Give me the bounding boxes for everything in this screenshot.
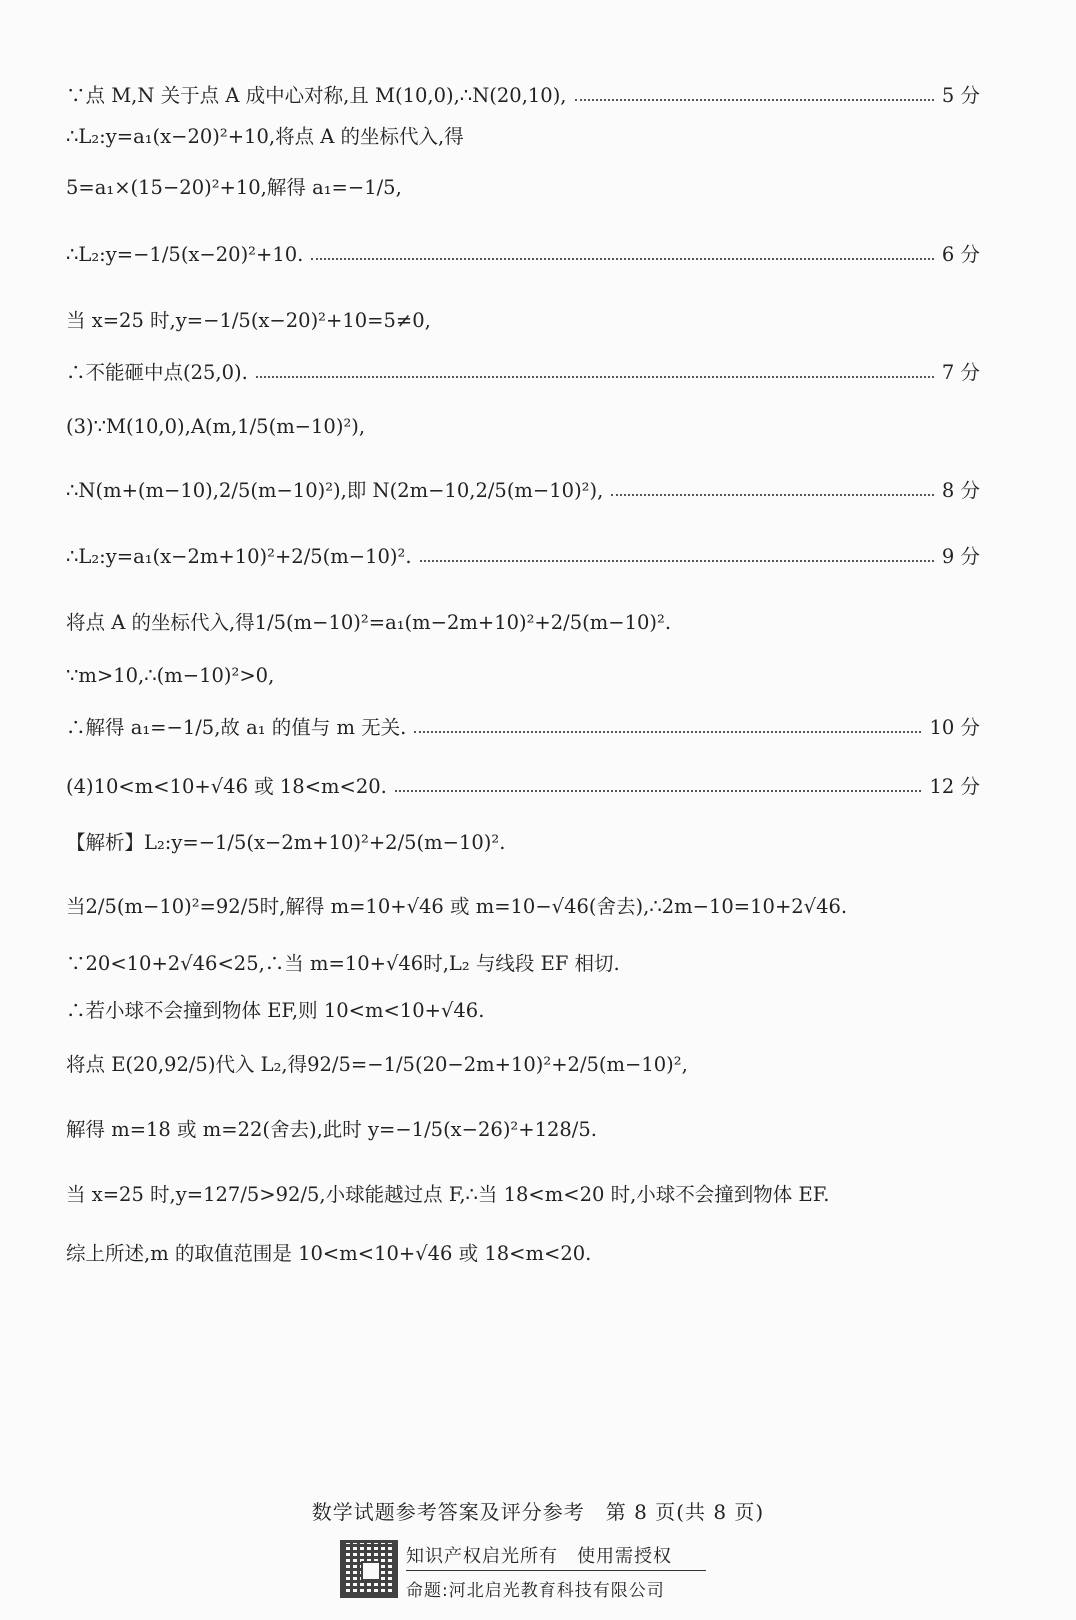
score-label: 10 分 (929, 716, 980, 739)
dotted-leader (420, 560, 934, 562)
solution-text: 当 x=25 时,y=−1/5(x−20)²+10=5≠0, (66, 309, 431, 332)
solution-text: ∴N(m+(m−10),2/5(m−10)²),即 N(2m−10,2/5(m−10)²), (66, 479, 604, 502)
divider (406, 1570, 706, 1571)
solution-line (66, 714, 980, 742)
solution-line (66, 413, 980, 441)
score-label: 9 分 (941, 545, 980, 568)
solution-text: 将点 E(20,92/5)代入 L₂,得92/5=−1/5(20−2m+10)²+2/5(m−10)², (66, 1053, 688, 1076)
solution-line (66, 1116, 980, 1144)
copyright-notice: 知识产权启光所有 使用需授权 (406, 1546, 672, 1567)
dotted-leader (311, 258, 934, 260)
dotted-leader (611, 494, 934, 496)
solution-line (66, 1240, 980, 1268)
solution-line (66, 123, 980, 151)
solution-text: ∴若小球不会撞到物体 EF,则 10<m<10+√46. (66, 999, 485, 1022)
score-label: 5 分 (941, 84, 980, 107)
solution-text: (4)10<m<10+√46 或 18<m<20. (66, 775, 387, 798)
solution-text: 解得 m=18 或 m=22(舍去),此时 y=−1/5(x−26)²+128/5. (66, 1118, 597, 1141)
solution-text: ∴L₂:y=a₁(x−2m+10)²+2/5(m−10)². (66, 545, 412, 568)
solution-line (66, 82, 980, 110)
solution-text: 当2/5(m−10)²=92/5时,解得 m=10+√46 或 m=10−√46(舍去),∴2m−10=10+2√46. (66, 895, 848, 918)
solution-line (66, 1181, 980, 1209)
solution-text: ∴不能砸中点(25,0). (66, 361, 248, 384)
score-label: 12 分 (929, 775, 980, 798)
dotted-leader (256, 376, 934, 378)
solution-line (66, 662, 980, 690)
solution-line (66, 773, 980, 801)
solution-line (66, 359, 980, 387)
publisher-notice: 命题:河北启光教育科技有限公司 (406, 1581, 665, 1601)
solution-text: ∴L₂:y=−1/5(x−20)²+10. (66, 243, 304, 266)
solution-line (66, 174, 980, 202)
solution-text: ∴L₂:y=a₁(x−20)²+10,将点 A 的坐标代入,得 (66, 125, 464, 148)
solution-text: ∵m>10,∴(m−10)²>0, (66, 664, 275, 687)
dotted-leader (575, 99, 934, 101)
solution-line (66, 543, 980, 571)
solution-text: 【解析】L₂:y=−1/5(x−2m+10)²+2/5(m−10)². (66, 831, 506, 854)
solution-line (66, 609, 980, 637)
copyright-stamp (340, 1540, 720, 1604)
solution-line (66, 307, 980, 335)
qr-code-icon (340, 1540, 398, 1598)
page-footer-title: 数学试题参考答案及评分参考 第 8 页(共 8 页) (311, 1500, 765, 1524)
solution-text: 将点 A 的坐标代入,得1/5(m−10)²=a₁(m−2m+10)²+2/5(m−10)². (66, 611, 672, 634)
solution-text: 5=a₁×(15−20)²+10,解得 a₁=−1/5, (66, 176, 402, 199)
solution-text: (3)∵M(10,0),A(m,1/5(m−10)²), (66, 415, 366, 438)
solution-line (66, 997, 980, 1025)
score-label: 8 分 (941, 479, 980, 502)
dotted-leader (395, 790, 922, 792)
solution-line (66, 950, 980, 978)
score-label: 7 分 (941, 361, 980, 384)
solution-text: 当 x=25 时,y=127/5>92/5,小球能越过点 F,∴当 18<m<20 时,小球不会撞到物体 EF. (66, 1183, 830, 1206)
solution-line (66, 893, 980, 921)
solution-text: ∵20<10+2√46<25,∴当 m=10+√46时,L₂ 与线段 EF 相切. (66, 952, 620, 975)
solution-line (66, 829, 980, 857)
solution-line (66, 241, 980, 269)
solution-line (66, 477, 980, 505)
solution-text: 综上所述,m 的取值范围是 10<m<10+√46 或 18<m<20. (66, 1242, 592, 1265)
dotted-leader (414, 731, 921, 733)
solution-text: ∵点 M,N 关于点 A 成中心对称,且 M(10,0),∴N(20,10), (66, 84, 567, 107)
score-label: 6 分 (941, 243, 980, 266)
solution-line (66, 1051, 980, 1079)
solution-text: ∴解得 a₁=−1/5,故 a₁ 的值与 m 无关. (66, 716, 407, 739)
